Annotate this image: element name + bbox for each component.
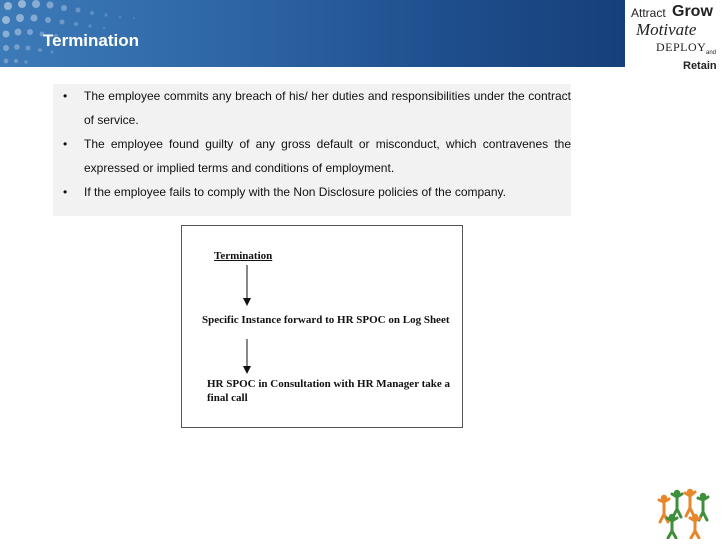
bullet-text: The employee found guilty of any gross default or misconduct, which contravenes the expressed or implied terms and conditions of employment. [84,137,571,175]
bullet-item [53,132,571,180]
bullet-item [53,84,571,132]
bullet-dot-icon: • [63,137,68,151]
page-title: Termination [43,31,140,50]
bullet-text: If the employee fails to comply with the Non Disclosure policies of the company. [84,185,506,199]
logo-grow: Grow [672,3,713,20]
people-group-icon [655,487,711,539]
logo-attract: Attract [631,6,666,20]
logo-deploy: DEPLOY [656,40,707,54]
bullet-list-box [53,84,571,216]
slide-header [0,0,625,67]
company-logo [626,0,728,78]
flowchart-box [181,225,463,428]
bullet-dot-icon: • [63,185,68,199]
flow-step-final-call: HR SPOC in Consultation with HR Manager take a final call [207,378,451,404]
bullet-dot-icon: • [63,89,68,103]
bullet-text: The employee commits any breach of his/ her duties and responsibilities under the contract of service. [84,89,571,127]
bullet-item [53,180,571,204]
flow-step-forward: Specific Instance forward to HR SPOC on Log Sheet [202,314,450,326]
arrow-down-icon [242,265,252,307]
flow-step-termination: Termination [214,250,273,262]
arrow-down-icon [242,339,252,375]
logo-motivate: Motivate [636,20,697,39]
logo-retain: Retain [683,60,717,72]
logo-and: and [706,50,717,56]
